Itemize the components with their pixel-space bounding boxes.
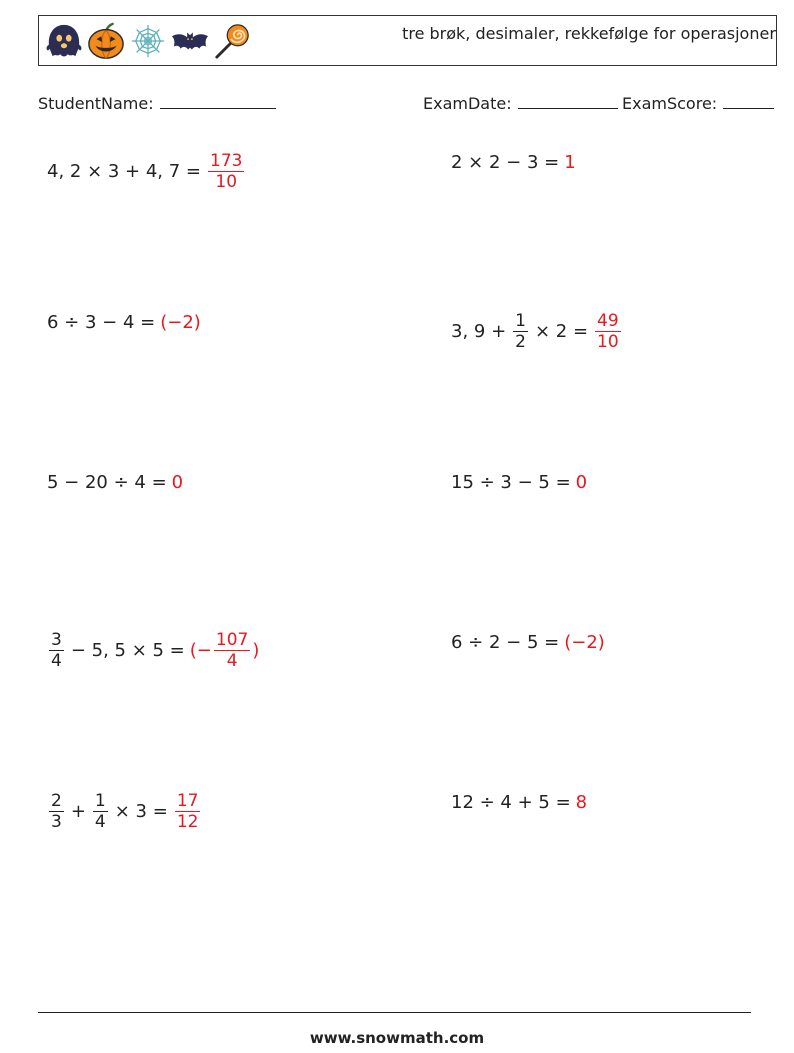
ghost-icon bbox=[45, 21, 83, 61]
expression-text: × 3 = bbox=[114, 800, 168, 822]
problem-1 bbox=[47, 145, 246, 197]
answer bbox=[190, 630, 260, 671]
answer-text: 8 bbox=[575, 791, 588, 813]
exam-date-field[interactable] bbox=[423, 94, 618, 113]
student-name-field[interactable] bbox=[38, 94, 276, 113]
exam-score-field[interactable] bbox=[622, 94, 774, 113]
expression-text: 5 − 20 ÷ 4 = bbox=[47, 471, 167, 493]
student-name-label: StudentName: bbox=[38, 94, 154, 113]
problem-6 bbox=[451, 456, 587, 508]
problem-9 bbox=[47, 785, 202, 837]
problem-3 bbox=[47, 296, 201, 348]
expression-text: 15 ÷ 3 − 5 = bbox=[451, 471, 571, 493]
denominator: 4 bbox=[214, 650, 250, 671]
answer-fraction bbox=[596, 311, 620, 352]
answer-fraction bbox=[209, 151, 243, 192]
numerator: 3 bbox=[51, 629, 62, 650]
numerator: 49 bbox=[597, 310, 619, 331]
answer-text: (− bbox=[189, 639, 212, 661]
numerator: 1 bbox=[515, 310, 526, 331]
answer bbox=[173, 791, 203, 832]
lollipop-icon bbox=[213, 21, 251, 61]
denominator: 2 bbox=[515, 331, 526, 352]
student-name-blank[interactable] bbox=[160, 94, 276, 109]
expression-text: 6 ÷ 3 − 4 = bbox=[47, 311, 156, 333]
answer bbox=[576, 792, 587, 813]
problem-10 bbox=[451, 776, 587, 828]
problem-7 bbox=[47, 624, 259, 676]
answer-fraction bbox=[215, 630, 249, 671]
answer bbox=[160, 312, 201, 333]
exam-date-blank[interactable] bbox=[518, 94, 618, 109]
exam-date-label: ExamDate: bbox=[423, 94, 512, 113]
denominator: 4 bbox=[94, 811, 106, 832]
answer bbox=[593, 311, 623, 352]
footer-url[interactable]: www.snowmath.com bbox=[309, 1029, 485, 1047]
answer-text: 0 bbox=[575, 471, 588, 493]
fraction bbox=[50, 791, 63, 832]
expression-text: + bbox=[70, 800, 86, 822]
denominator: 10 bbox=[208, 171, 244, 192]
expression-text: 6 ÷ 2 − 5 = bbox=[451, 631, 560, 653]
expression-text: − 5, 5 × 5 = bbox=[70, 639, 185, 661]
answer-text: 1 bbox=[564, 151, 576, 173]
numerator: 1 bbox=[94, 790, 106, 811]
problem-8 bbox=[451, 616, 605, 668]
fraction bbox=[94, 791, 107, 832]
answer bbox=[172, 472, 183, 493]
numerator: 107 bbox=[215, 629, 249, 650]
answer bbox=[206, 151, 246, 192]
fraction bbox=[50, 630, 63, 671]
answer bbox=[576, 472, 587, 493]
answer-text: (−2) bbox=[160, 311, 201, 333]
numerator: 173 bbox=[210, 150, 243, 171]
pumpkin-icon bbox=[87, 21, 125, 61]
expression-text: 12 ÷ 4 + 5 = bbox=[451, 791, 571, 813]
exam-score-blank[interactable] bbox=[723, 94, 774, 109]
answer bbox=[564, 152, 575, 173]
answer-fraction bbox=[176, 791, 200, 832]
worksheet-header bbox=[38, 15, 777, 66]
answer-text: ) bbox=[252, 639, 260, 661]
fraction bbox=[514, 311, 527, 352]
answer-text: (−2) bbox=[564, 631, 605, 653]
footer-divider bbox=[38, 1012, 751, 1013]
denominator: 10 bbox=[597, 331, 619, 352]
spiderweb-icon bbox=[129, 21, 167, 61]
bat-icon bbox=[171, 21, 209, 61]
denominator: 4 bbox=[51, 650, 62, 671]
expression-text: 2 × 2 − 3 = bbox=[451, 151, 560, 173]
expression-text: × 2 = bbox=[534, 320, 589, 342]
denominator: 3 bbox=[51, 811, 62, 832]
answer-text: 0 bbox=[171, 471, 184, 493]
problem-2 bbox=[451, 136, 576, 188]
denominator: 12 bbox=[176, 811, 199, 832]
expression-text: 4, 2 × 3 + 4, 7 = bbox=[47, 160, 202, 182]
problem-4 bbox=[451, 305, 623, 357]
expression-text: 3, 9 + bbox=[451, 320, 507, 342]
exam-score-label: ExamScore: bbox=[622, 94, 718, 113]
answer bbox=[564, 632, 605, 653]
worksheet-title: tre brøk, desimaler, rekkefølge for operasjoner bbox=[402, 24, 776, 43]
numerator: 2 bbox=[51, 790, 62, 811]
numerator: 17 bbox=[176, 790, 199, 811]
problem-5 bbox=[47, 456, 183, 508]
header-icons bbox=[45, 20, 251, 62]
